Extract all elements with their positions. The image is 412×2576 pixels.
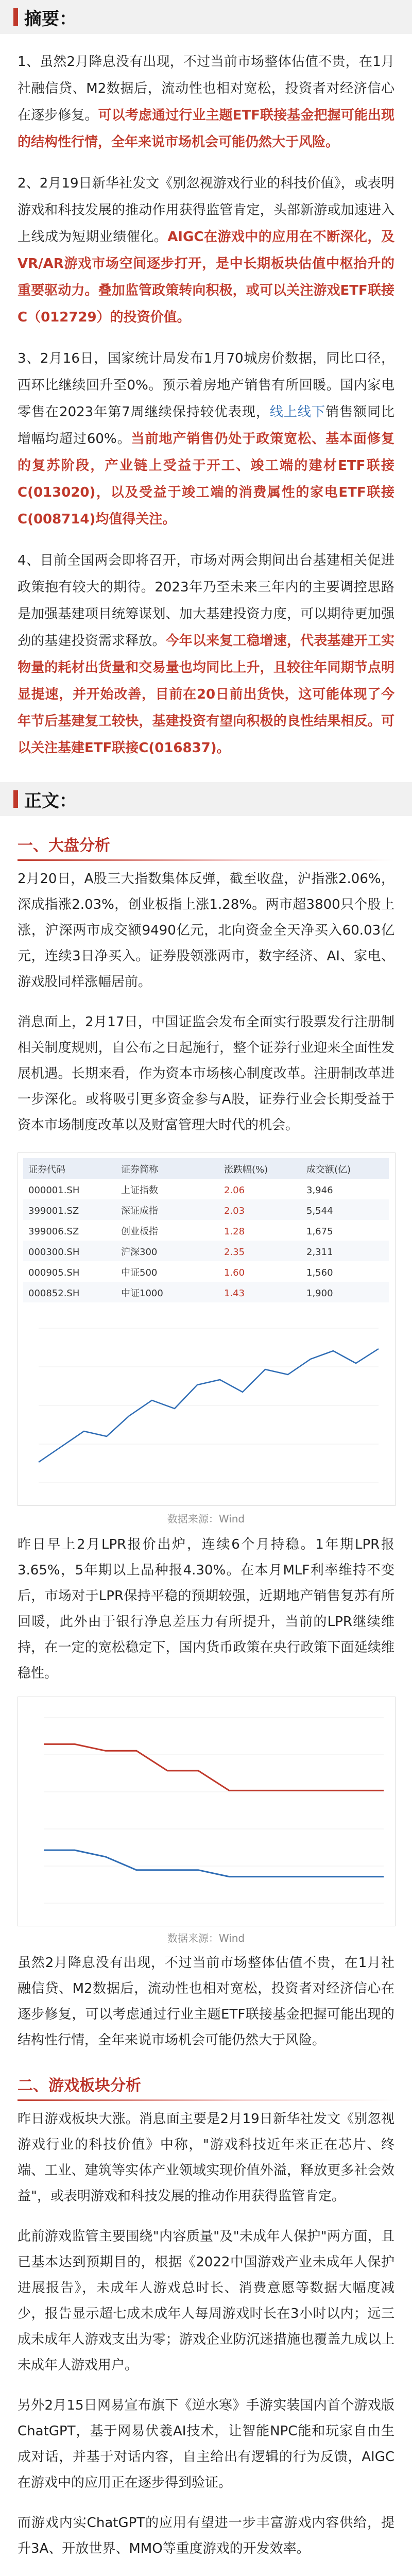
summary-item-1 [18,48,394,156]
table-cell: 深证成指 [121,1206,158,1216]
section-marker [13,790,18,808]
table-cell: 中证1000 [121,1288,163,1299]
table-cell: 399006.SZ [28,1226,79,1237]
table-cell: 2,311 [306,1247,333,1258]
figure-source: 数据来源：Wind [167,1513,245,1525]
article-body [0,816,412,2576]
paragraph: 另外2月15日网易宣布旗下《逆水寒》手游实装国内首个游戏版ChatGPT，基于网易伏羲AI技术，让智能NPC能和玩家自由生成对话，并基于对话内容，自主给出有逻辑的行为反馈，AIGC在游戏中的应用正在逐步得到验证。 [18,2398,394,2490]
table-cell: 2.06 [224,1185,245,1196]
section-marker [13,8,18,26]
summary-body [0,48,412,761]
summary-text: 2、2月19日新华社发文《别忽视游戏行业的科技价值》，或表明游戏和科技发展的推动作用获得监管肯定，头部新游或加速进入上线成为短期业绩催化。 [18,176,394,245]
table-cell: 399001.SZ [28,1206,79,1216]
lpr-figure [18,1697,396,1926]
lpr-line-1 [44,1744,384,1790]
summary-highlight: 今年以来复工稳增速，代表基建开工实物量的耗材出货量和交易量也均同比上升，且较往年同期节点明显提速，并开始改善， [18,633,394,702]
summary-text: 1、虽然2月降息没有出现，不过当前市场整体估值不贵，在1月社融信贷、M2数据后，流动性也相对宽松，投资者对经济信心在逐步修复。 [18,54,394,123]
heading-divider [18,2099,394,2101]
table-cell: 5,544 [306,1206,333,1216]
table-cell: 1.60 [224,1267,245,1278]
market-figure [18,1153,396,1506]
table-header: 证券代码 [28,1164,65,1175]
table-cell: 000300.SH [28,1247,80,1258]
paragraph: 昨日游戏板块大涨。消息面主要是2月19日新华社发文《别忽视游戏行业的科技价值》中称，"游戏科技近年来正在芯片、终端、工业、建筑等实体产业领域实现价值外溢，释放更多社会效益"，或表明游戏和科技发展的推动作用获得监管肯定。 [18,2111,394,2204]
lpr-line-2 [44,1850,384,1876]
table-cell: 创业板指 [121,1226,158,1237]
table-cell: 1.43 [224,1288,245,1299]
section-heading: 二、游戏板块分析 [18,2077,141,2095]
table-header: 涨跌幅(%) [224,1164,268,1175]
table-cell: 2.03 [224,1206,245,1216]
paragraph: 虽然2月降息没有出现，不过当前市场整体估值不贵，在1月社融信贷、M2数据后，流动性也相对宽松，投资者对经济信心在逐步修复，可以考虑通过行业主题ETF联接基金把握可能出现的结构性行情，全年来说市场机会可能仍然大于风险。 [18,1955,394,2048]
table-cell: 000905.SH [28,1267,80,1278]
summary-highlight: AIGC在游戏中的应用在不断深化，及VR/AR游戏市场空间逐步打开，是中长期板块估值中枢抬升的重要驱动力。叠加监管政策转向积极，或可以关注游戏ETF联接C（012729）的投资价值。 [18,229,394,325]
summary-text: 3、2月16日，国家统计局发布1月70城房价数据，同比口径，西环比继续回升至0%。预示着房地产销售有所回暖。国内家电零售在2023年第7周继续保持较优表现， [18,351,394,420]
paragraph: 此前游戏监管主要围绕"内容质量"及"未成年人保护"两方面，且已基本达到预期目的，根据《2022中国游戏产业未成年人保护进展报告》，未成年人游戏总时长、消费意愿等数据大幅度减少，报告显示超七成未成年人每周游戏时长在3小时以内；远三成未成年人游戏支出为零；游戏企业防沉迷措施也覆盖九成以上未成年人游戏用户。 [18,2229,394,2373]
table-cell: 上证指数 [121,1185,158,1196]
paragraph: 昨日早上2月LPR报价出炉，连续6个月持稳。1年期LPR报3.65%，5年期以上品种报4.30%。在本月MLF利率维持不变后，市场对于LPR保持平稳的预期较强，近期地产销售复苏有所回暖，此外由于银行净息差压力有所提升，当前的LPR继续维持，在一定的宽松稳定下，国内货币政策在央行政策下面延续维稳性。 [18,1537,394,1681]
table-header: 成交额(亿) [306,1164,351,1175]
summary-text: 销售额同比增幅均超过60%。 [18,404,394,447]
table-cell: 1.28 [224,1226,245,1237]
table-cell: 1,560 [306,1267,333,1278]
summary-item-3 [18,345,394,533]
table-cell: 1,900 [306,1288,333,1299]
market-figure-canvas [18,1153,394,1503]
paragraph: 而游戏内实ChatGPT的应用有望进一步丰富游戏内容供给，提升3A、开放世界、MMO等重度游戏的开发效率。 [18,2515,394,2556]
table-header: 证券简称 [121,1164,158,1175]
summary-header [0,0,412,34]
table-cell: 2.35 [224,1247,245,1258]
lpr-chart [18,1697,394,1924]
paragraph: 消息面上，2月17日，中国证监会发布全面实行股票发行注册制相关制度规则，自公布之日起施行，整个证券行业迎来全面性发展机遇。长期来看，作为资本市场核心制度改革。注册制改革进一步深化。或将吸引更多资金参与A股，证券行业会长期受益于资本市场制度改革以及财富管理大时代的机会。 [18,1014,394,1133]
table-cell: 中证500 [121,1267,158,1278]
inline-link[interactable]: 线上线下 [269,404,325,420]
body-title: 正文： [24,790,77,811]
figure-source: 数据来源：Wind [167,1932,245,1944]
summary-title: 摘要： [24,8,77,29]
body-header [0,782,412,816]
paragraph: 2月20日，A股三大指数集体反弹，截至收盘，沪指涨2.06%，深成指涨2.03%，创业板指上涨1.28%。两市超3800只个股上涨，沪深两市成交额9490亿元，北向资金全天净买入60.03亿元，连续3日净买入。证券股领涨两市，数字经济、AI、家电、游戏股同样涨幅居前。 [18,871,394,990]
summary-item-2 [18,170,394,331]
table-cell: 000001.SH [28,1185,80,1196]
heading-divider [18,859,394,861]
table-cell: 000852.SH [28,1288,80,1299]
table-cell: 沪深300 [121,1247,158,1258]
summary-text: 4、目前全国两会即将召开，市场对两会期间出台基建相关促进政策抱有较大的期待。2023年乃至未来三年内的主要调控思路是加强基建项目统筹谋划、加大基建投资力度，可以期待更加强劲的基建投资需求释放。 [18,553,394,649]
summary-item-4 [18,547,394,761]
table-cell: 1,675 [306,1226,333,1237]
summary-highlight: 目前在20日前出货快，这可能体现了今年节后基建复工较快，基建投资有望向积极的良性结果相反。可以关注基建ETF联接C(016837)。 [18,687,394,756]
table-cell: 3,946 [306,1185,333,1196]
summary-highlight: 当前地产销售仍处于政策宽松、基本面修复的复苏阶段，产业链上受益于开工、竣工端的建材ETF联接C(013020)，以及受益于竣工端的消费属性的家电ETF联接C(008714)均值得关注。 [18,431,394,527]
section-heading: 一、大盘分析 [18,837,110,855]
summary-highlight: 可以考虑通过行业主题ETF联接基金把握可能出现的结构性行情，全年来说市场机会可能仍然大于风险。 [18,108,394,150]
